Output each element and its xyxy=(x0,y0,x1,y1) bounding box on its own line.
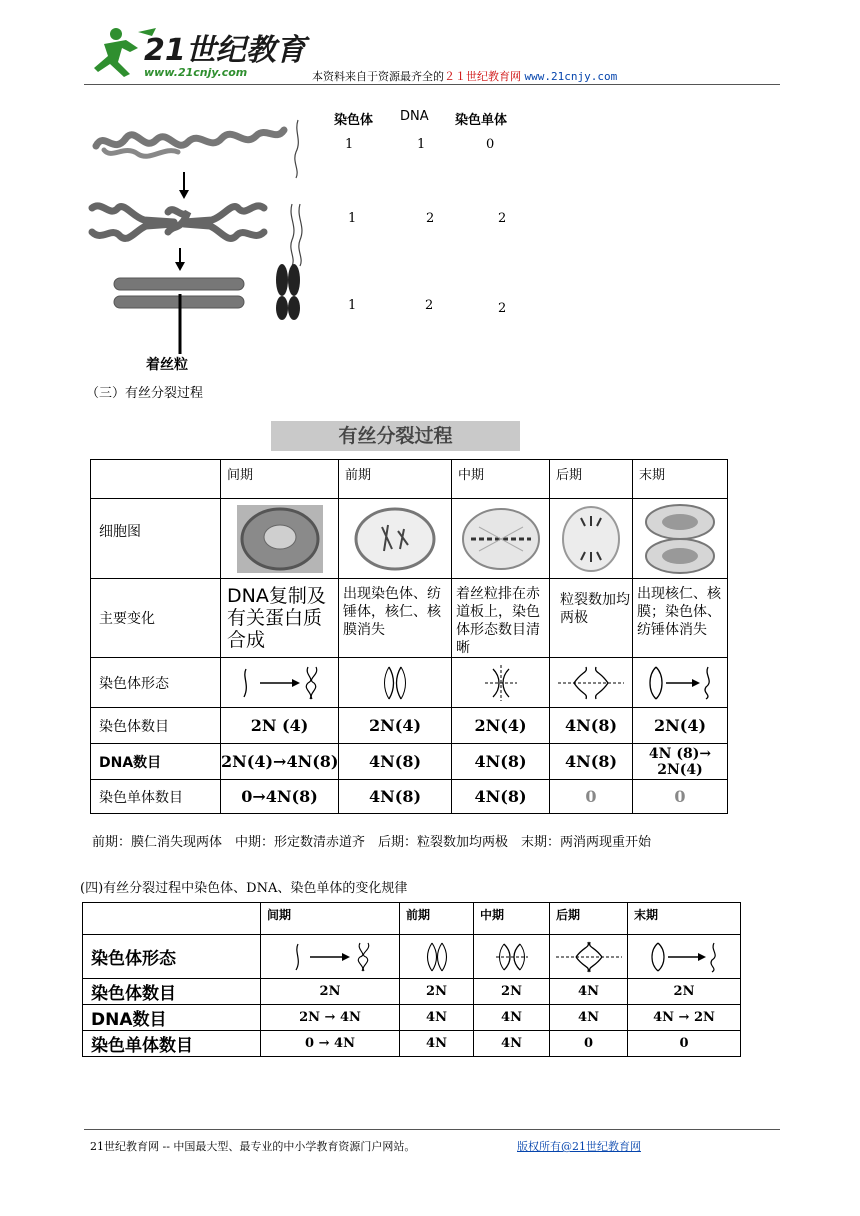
fig-value: 1 xyxy=(348,211,357,226)
footer-text: 21世纪教育网 -- 中国最大型、最专业的中小学教育资源门户网站。 xyxy=(90,1140,416,1153)
summary-dna-interphase: 2N → 4N xyxy=(261,1005,400,1031)
anaphase-chromosome-icon xyxy=(556,663,626,703)
fig-value: 2 xyxy=(498,211,507,226)
summary-dna-prophase: 4N xyxy=(400,1005,474,1031)
phase-header-prophase: 前期 xyxy=(339,460,452,499)
corner-cell xyxy=(91,460,221,499)
shape-telophase xyxy=(633,658,728,708)
fig-value: 2 xyxy=(426,211,435,226)
summary-label-chromatid-count: 染色单体数目 xyxy=(83,1031,261,1057)
summary-chromosome-prophase: 2N xyxy=(400,979,474,1005)
summary-chromatid-prophase: 4N xyxy=(400,1031,474,1057)
phase-header-anaphase: 后期 xyxy=(550,460,633,499)
row-label-chromatid-count: 染色单体数目 xyxy=(91,780,221,814)
dna-count-anaphase: 4N(8) xyxy=(550,744,633,780)
chromosome-decondense-icon xyxy=(644,940,724,974)
row-label-main-changes: 主要变化 xyxy=(91,579,221,658)
change-anaphase: 粒裂数加均两极 xyxy=(550,579,633,658)
summary-chromatid-interphase: 0 → 4N xyxy=(261,1031,400,1057)
summary-phase-anaphase: 后期 xyxy=(550,903,628,935)
header-divider xyxy=(84,84,780,85)
chromosome-duplicate-icon xyxy=(284,940,376,974)
change-metaphase: 着丝粒排在赤道板上，染色体形态数目清晰 xyxy=(452,579,550,658)
dna-count-metaphase: 4N(8) xyxy=(452,744,550,780)
dna-count-telophase: 4N (8)→ 2N(4) xyxy=(633,744,728,780)
anaphase-chromosome-icon xyxy=(554,940,624,974)
metaphase-chromosome-icon xyxy=(479,663,523,703)
row-label-chromosome-shape: 染色体形态 xyxy=(91,658,221,708)
change-interphase: DNA复制及有关蛋白质合成 xyxy=(221,579,339,658)
mnemonic-line: 前期：膜仁消失现两体 中期：形定数清赤道齐 后期：粒裂数加均两极 末期：两消两现重开始 xyxy=(92,835,652,850)
chromosome-decondense-icon xyxy=(642,663,718,703)
row-label-chromosome-count: 染色体数目 xyxy=(91,708,221,744)
fig-value: 1 xyxy=(348,298,357,313)
summary-phase-interphase: 间期 xyxy=(261,903,400,935)
summary-dna-anaphase: 4N xyxy=(550,1005,628,1031)
chromatid-count-interphase: 0→4N(8) xyxy=(221,780,339,814)
summary-chromosome-anaphase: 4N xyxy=(550,979,628,1005)
dna-count-prophase: 4N(8) xyxy=(339,744,452,780)
x-chromosome-icon xyxy=(375,663,415,703)
fig-header-chromosome: 染色体 xyxy=(334,113,374,128)
change-telophase: 出现核仁、核膜；染色体、纺锤体消失 xyxy=(633,579,728,658)
fig-value: 1 xyxy=(417,137,426,152)
x-chromosome-icon xyxy=(420,940,454,974)
summary-chromatid-telophase: 0 xyxy=(628,1031,741,1057)
interphase-cell-icon xyxy=(235,503,325,575)
summary-shape-prophase xyxy=(400,935,474,979)
row-label-cell-image: 细胞图 xyxy=(91,499,221,579)
summary-shape-metaphase xyxy=(474,935,550,979)
phase-header-telophase: 末期 xyxy=(633,460,728,499)
summary-shape-interphase xyxy=(261,935,400,979)
cell-image-anaphase xyxy=(550,499,633,579)
logo-url: www.21cnjy.com xyxy=(144,66,248,79)
site-logo xyxy=(86,22,306,84)
summary-phase-metaphase: 中期 xyxy=(474,903,550,935)
section-3-title: （三）有丝分裂过程 xyxy=(86,386,204,401)
summary-chromosome-telophase: 2N xyxy=(628,979,741,1005)
chromosome-count-anaphase: 4N(8) xyxy=(550,708,633,744)
anaphase-cell-icon xyxy=(559,504,623,574)
telophase-cell-icon xyxy=(642,502,718,576)
chromatid-count-anaphase: 0 xyxy=(550,780,633,814)
fig-header-dna: DNA xyxy=(400,109,429,124)
header-note-prefix: 本资料来自于资源最齐全的 xyxy=(312,70,444,83)
logo-text: 21世纪教育 xyxy=(144,33,306,68)
summary-label-shape: 染色体形态 xyxy=(83,935,261,979)
header-note-site: ２１世纪教育网 xyxy=(444,70,521,83)
summary-chromosome-metaphase: 2N xyxy=(474,979,550,1005)
phase-header-metaphase: 中期 xyxy=(452,460,550,499)
summary-chromosome-interphase: 2N xyxy=(261,979,400,1005)
summary-chromatid-anaphase: 0 xyxy=(550,1031,628,1057)
chromatid-count-telophase: 0 xyxy=(633,780,728,814)
shape-interphase xyxy=(221,658,339,708)
chromosome-count-interphase: 2N (4) xyxy=(221,708,339,744)
fig-value: 2 xyxy=(425,298,434,313)
chromosome-count-telophase: 2N(4) xyxy=(633,708,728,744)
phase-header-interphase: 间期 xyxy=(221,460,339,499)
summary-dna-telophase: 4N → 2N xyxy=(628,1005,741,1031)
header-note-url[interactable]: www.21cnjy.com xyxy=(524,70,618,83)
chromatid-count-metaphase: 4N(8) xyxy=(452,780,550,814)
summary-shape-anaphase xyxy=(550,935,628,979)
summary-label-dna-count: DNA数目 xyxy=(83,1005,261,1031)
footer-copyright-link[interactable]: 版权所有@21世纪教育网 xyxy=(517,1140,641,1153)
chromosome-count-prophase: 2N(4) xyxy=(339,708,452,744)
metaphase-chromosome-icon xyxy=(492,940,532,974)
centromere-label: 着丝粒 xyxy=(146,357,188,373)
summary-shape-telophase xyxy=(628,935,741,979)
cell-image-telophase xyxy=(633,499,728,579)
row-label-dna-count: DNA数目 xyxy=(91,744,221,780)
shape-prophase xyxy=(339,658,452,708)
cell-image-prophase xyxy=(339,499,452,579)
metaphase-cell-icon xyxy=(459,505,543,573)
shape-metaphase xyxy=(452,658,550,708)
mitosis-table xyxy=(90,459,728,814)
mitosis-title: 有丝分裂过程 xyxy=(338,425,453,447)
change-prophase: 出现染色体、纺锤体，核仁、核膜消失 xyxy=(339,579,452,658)
summary-table xyxy=(82,902,741,1057)
summary-label-chromosome-count: 染色体数目 xyxy=(83,979,261,1005)
footer-divider xyxy=(84,1129,780,1130)
section-4-title: (四)有丝分裂过程中染色体、DNA、染色单体的变化规律 xyxy=(80,881,408,896)
cell-image-metaphase xyxy=(452,499,550,579)
summary-dna-metaphase: 4N xyxy=(474,1005,550,1031)
dna-count-interphase: 2N(4)→4N(8) xyxy=(221,744,339,780)
prophase-cell-icon xyxy=(352,505,438,573)
chromosome-count-metaphase: 2N(4) xyxy=(452,708,550,744)
summary-phase-telophase: 末期 xyxy=(628,903,741,935)
summary-corner xyxy=(83,903,261,935)
chromatin-thread xyxy=(96,130,284,156)
fig-value: 0 xyxy=(486,137,495,152)
chromatid-count-prophase: 4N(8) xyxy=(339,780,452,814)
fig-value: 1 xyxy=(345,137,354,152)
chromosome-diagram xyxy=(84,108,324,368)
fig-header-chromatid: 染色单体 xyxy=(455,113,508,128)
summary-chromatid-metaphase: 4N xyxy=(474,1031,550,1057)
fig-value: 2 xyxy=(498,301,507,316)
header-note xyxy=(312,68,617,84)
summary-phase-prophase: 前期 xyxy=(400,903,474,935)
shape-anaphase xyxy=(550,658,633,708)
cell-image-interphase xyxy=(221,499,339,579)
chromosome-duplicate-icon xyxy=(232,663,328,703)
